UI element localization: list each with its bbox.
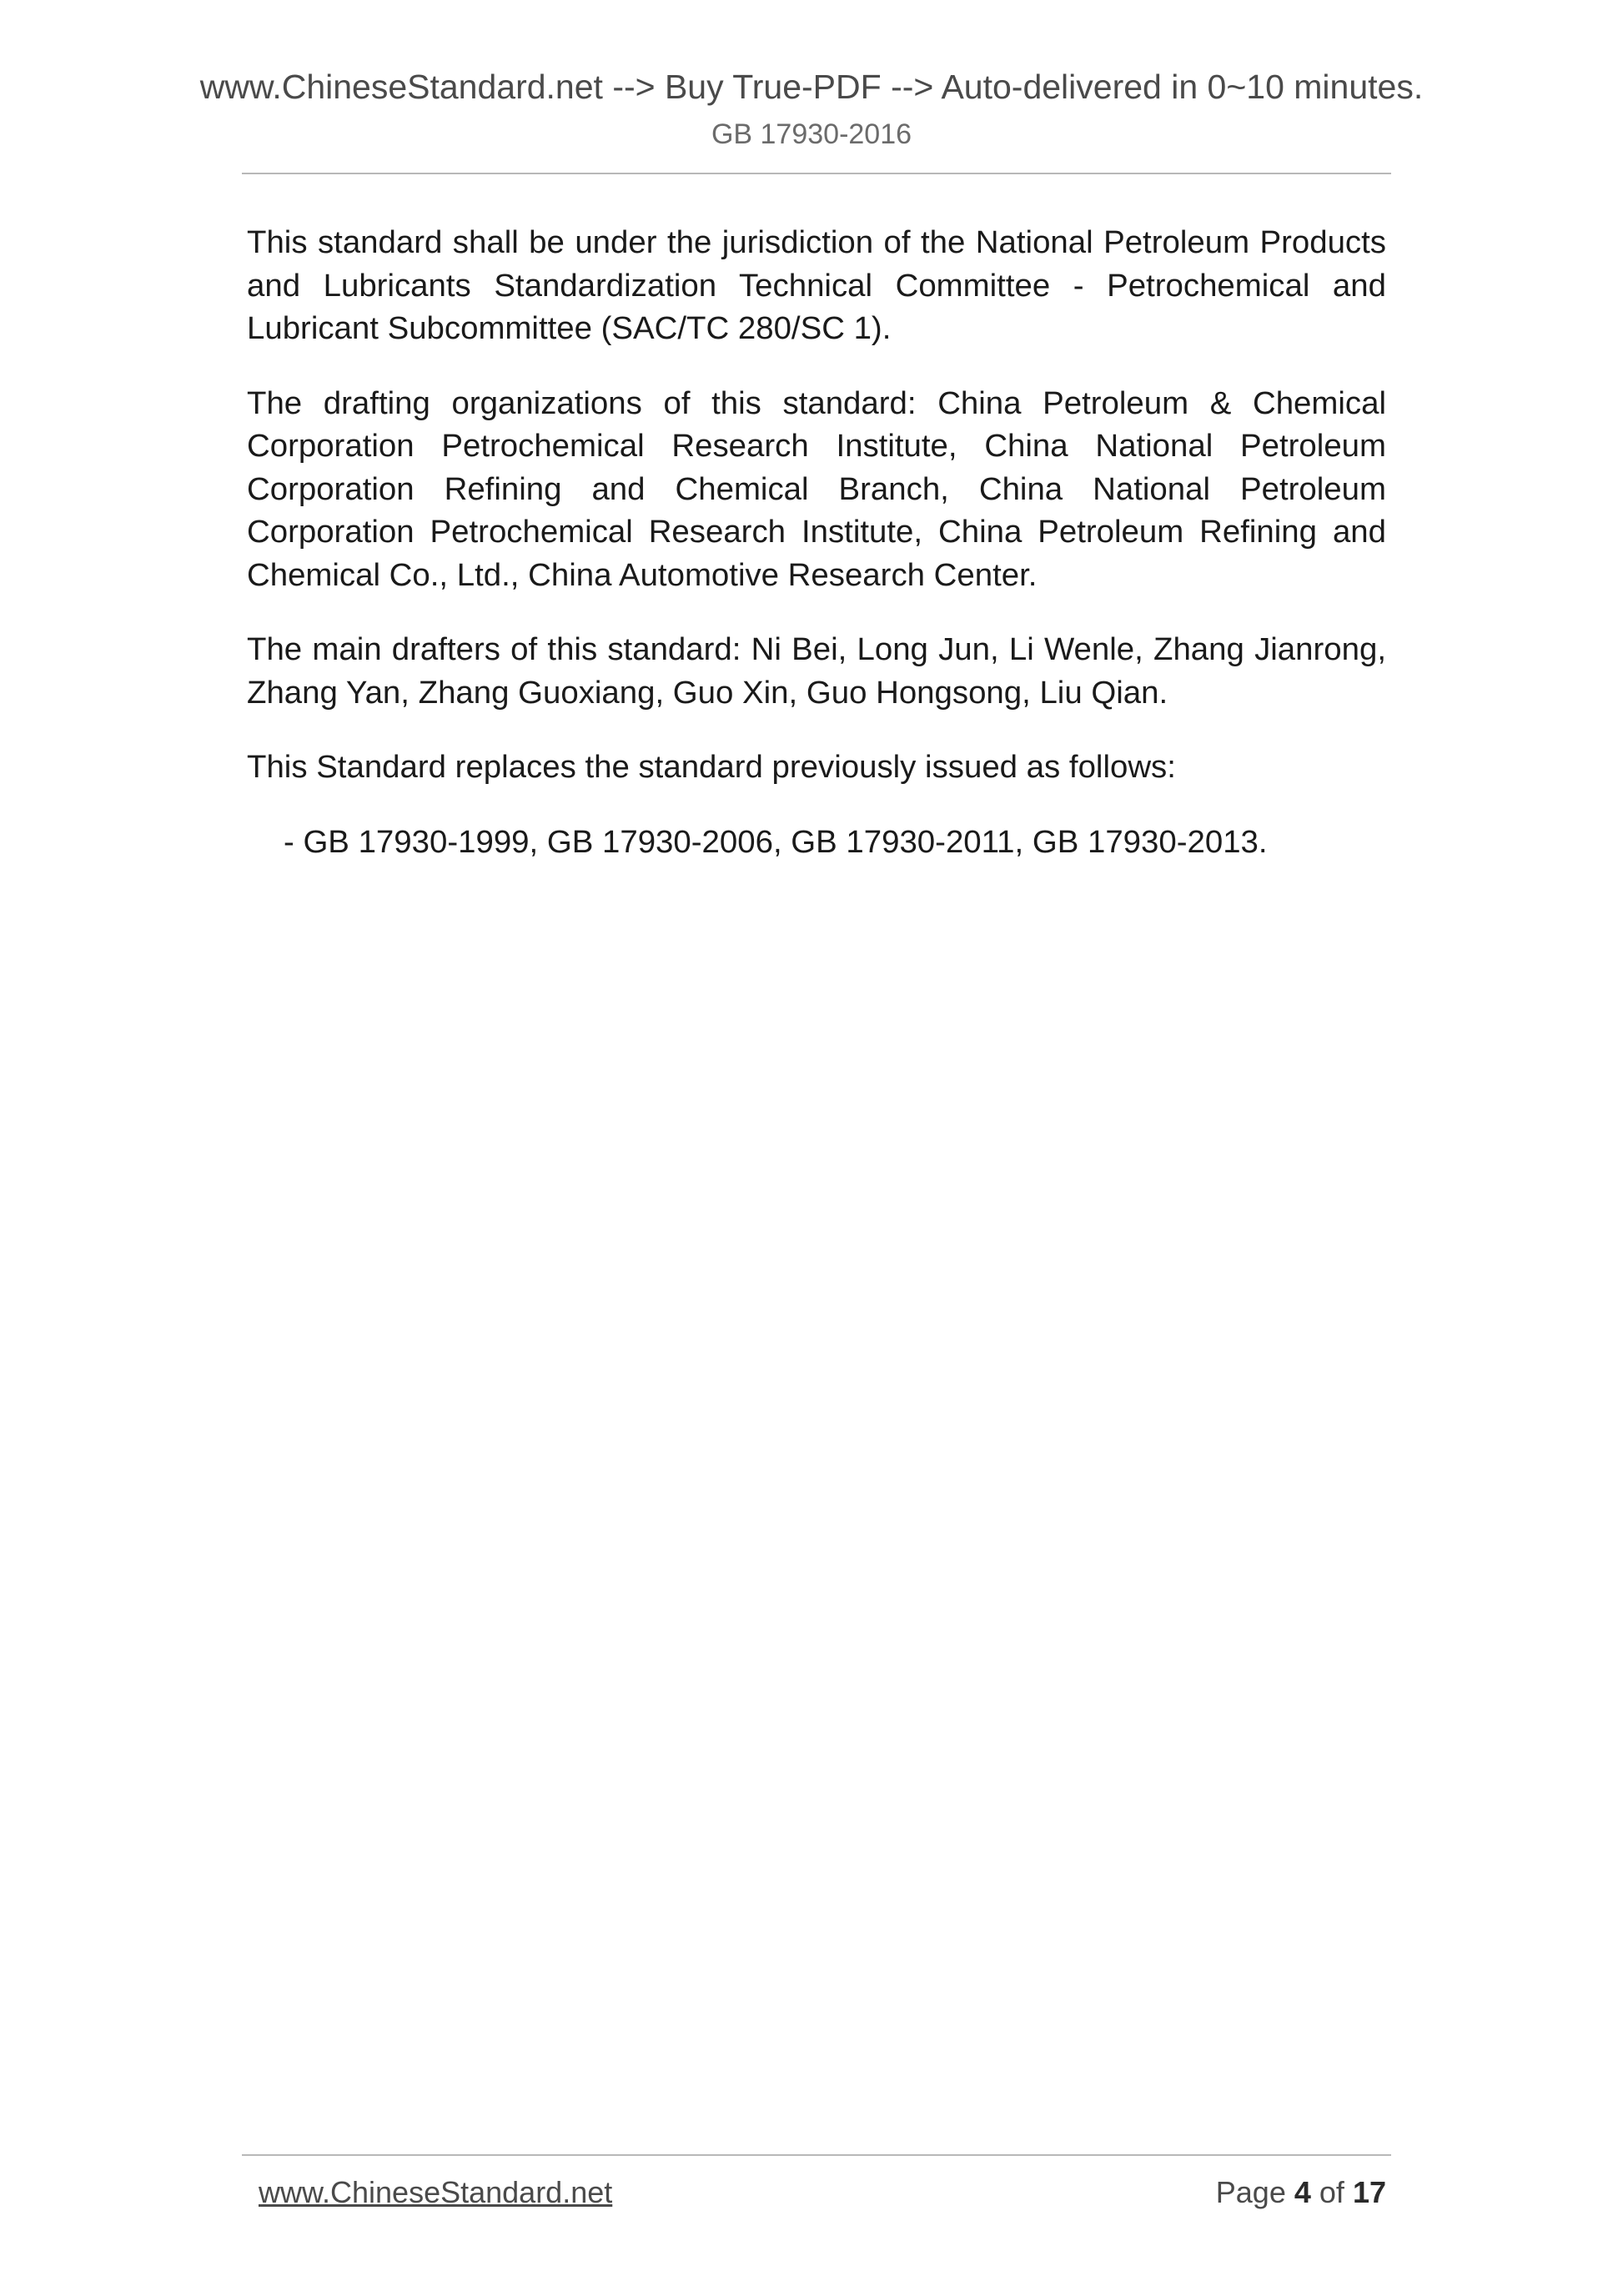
standard-code: GB 17930-2016 xyxy=(711,118,912,150)
total-pages: 17 xyxy=(1352,2175,1386,2209)
footer-divider xyxy=(242,2154,1391,2156)
header-banner: www.ChineseStandard.net --> Buy True-PDF --> Auto-delivered in 0~10 minutes. xyxy=(199,68,1424,106)
paragraph-replaces-intro: This Standard replaces the standard previously issued as follows: xyxy=(247,749,1176,785)
page-of-label: of xyxy=(1319,2175,1344,2209)
replaced-standards-list xyxy=(247,821,1386,864)
paragraph-drafting-organizations: The drafting organizations of this standard: China Petroleum & Chemical Corporation Petrochemical Research Institute, China National Petroleum Corporation Refining and Chemical Branch, China National Petroleum Corporation Petrochemical Research Institute, China Petroleum Refining and Chemical Co., Ltd., China Automotive Research Center. xyxy=(247,384,1386,593)
document-body xyxy=(247,221,1386,863)
list-item: - GB 17930-1999, GB 17930-2006, GB 17930-2011, GB 17930-2013. xyxy=(284,823,1268,860)
current-page: 4 xyxy=(1294,2175,1311,2209)
page-number xyxy=(1216,2173,1386,2212)
footer-website-link[interactable]: www.ChineseStandard.net xyxy=(259,2175,613,2209)
page-label: Page xyxy=(1215,2175,1286,2209)
paragraph-jurisdiction: This standard shall be under the jurisdiction of the National Petroleum Products and Lubricants Standardization Technical Committee - Petrochemical and Lubricant Subcommittee (SAC/TC 280/SC 1). xyxy=(247,224,1386,346)
header-divider xyxy=(242,173,1391,174)
paragraph-main-drafters: The main drafters of this standard: Ni Bei, Long Jun, Li Wenle, Zhang Jianrong, Zhang Yan, Zhang Guoxiang, Guo Xin, Guo Hongsong, Liu Qian. xyxy=(247,631,1386,711)
